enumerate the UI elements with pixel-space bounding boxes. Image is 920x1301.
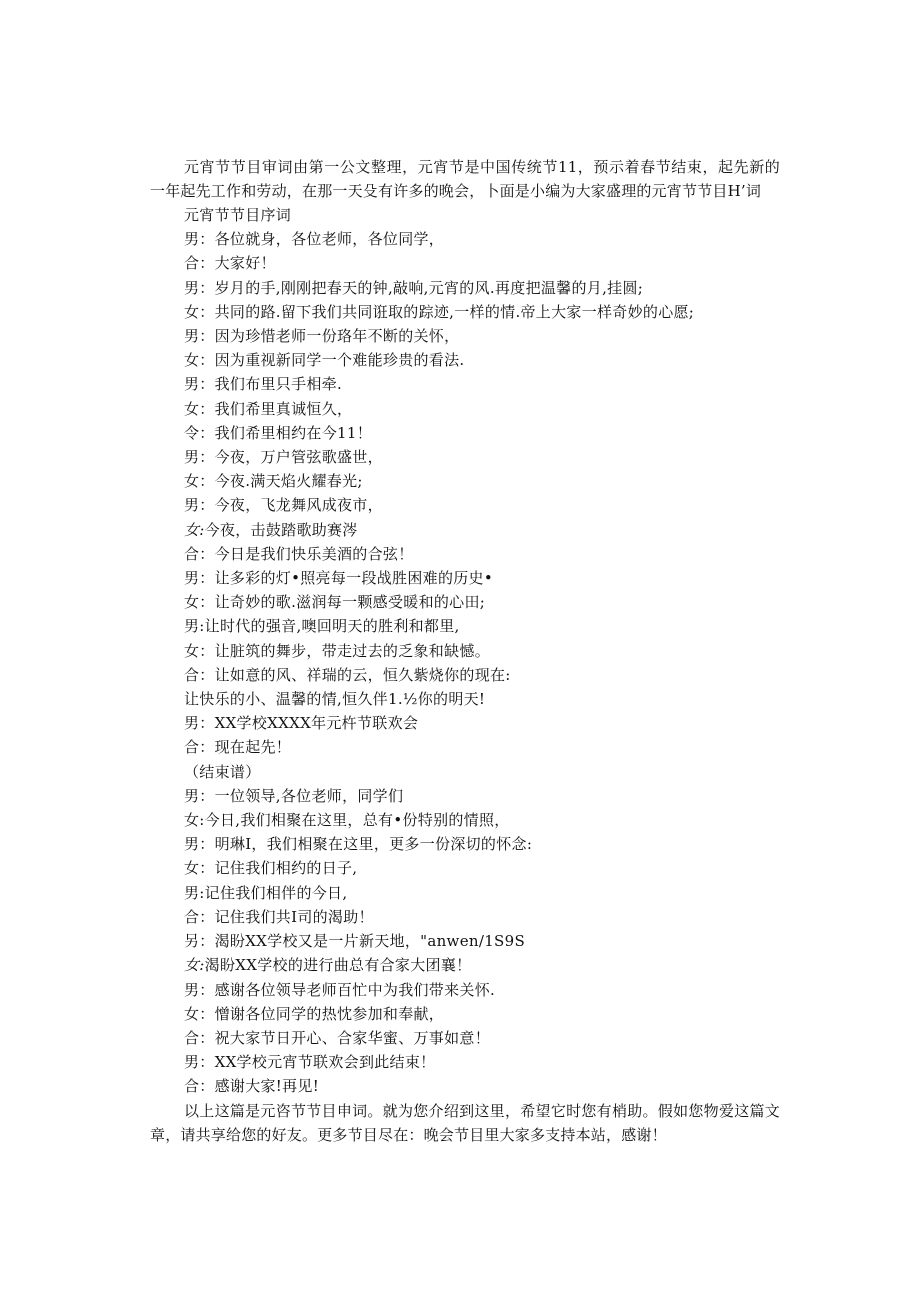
line-text: 男：我们布里只手相牵.	[184, 375, 343, 394]
script-line	[150, 760, 780, 784]
line-text: 男：各位就身，各位老师，各位同学，	[184, 230, 445, 249]
line-text: 合：大家好！	[184, 254, 276, 273]
line-text: 男：XX学校元宵节联欢会到此结束！	[184, 1053, 436, 1072]
script-line	[150, 251, 780, 275]
line-text: 女：让脏筑的舞步，带走过去的乏象和缺憾。	[184, 641, 491, 660]
line-text: 男：XX学校XXXX年元杵节联欢会	[184, 714, 419, 733]
line-text: 男：因为珍惜老师一份珞年不断的关怀，	[184, 327, 460, 346]
line-text: 合：感谢大家!再见!	[184, 1077, 320, 1096]
script-line	[150, 687, 780, 711]
line-text: 女:今日,我们相聚在这里，总有•份特别的情照，	[184, 811, 510, 830]
line-text: 渴盼XX学校的进行曲总有合家大团襄！	[204, 956, 472, 975]
script-line	[150, 735, 780, 759]
line-text: 让快乐的小、温馨的情,恒久伴1.½你的明天!	[184, 690, 486, 709]
intro-paragraph: 元宵节节目审词由第一公文整理，元宵节是中国传统节11，预示着春节结束，起先新的一年起先工作和劳动，在那一天殳有许多的晚会，卜面是小编为大家盛理的元宵节节目H’词	[150, 158, 780, 200]
line-text: 女：因为重视新同学一个难能珍贵的看法.	[184, 351, 465, 370]
script-line	[150, 1026, 780, 1050]
script-line	[150, 397, 780, 421]
script-line	[150, 372, 780, 396]
line-text: 女：记住我们相约的日子,	[184, 859, 358, 878]
script-line	[150, 518, 780, 542]
speaker-label: 女:	[184, 956, 205, 975]
line-text: 今夜，击鼓踏歌助赛涔	[204, 520, 358, 539]
script-line	[150, 469, 780, 493]
script-line	[150, 590, 780, 614]
document-body	[150, 155, 780, 1147]
script-lines	[150, 227, 780, 1098]
line-text: 男：今夜，飞龙舞风成夜市，	[184, 496, 383, 515]
script-line	[150, 1074, 780, 1098]
script-line	[150, 566, 780, 590]
line-text: 男：明琳I，我们相聚在这里，更多一份深切的怀念:	[184, 835, 533, 854]
script-line	[150, 300, 780, 324]
line-text: 男：今夜，万户管弦歌盛世，	[184, 448, 383, 467]
line-text: （结束谱）	[184, 762, 261, 781]
script-line	[150, 1050, 780, 1074]
line-text: 合：现在起先！	[184, 738, 292, 757]
closing-paragraph: 以上这篇是元咨节节目申词。就为您介绍到这里，希望它时您有梢助。假如您物爱这篇文章，请共享给您的好友。更多节目尽在：晚会节目里大家多支持本站，感谢！	[150, 1101, 780, 1144]
script-line	[150, 639, 780, 663]
line-text: 合：记住我们共I司的渴助！	[184, 907, 374, 926]
script-line	[150, 324, 780, 348]
script-line	[150, 421, 780, 445]
script-line	[150, 227, 780, 251]
line-text: 女：憎谢各位同学的热忱参加和奉献，	[184, 1004, 445, 1023]
script-line	[150, 784, 780, 808]
line-text: 男:让时代的强音,噢回明天的胜利和都里,	[184, 617, 460, 636]
script-line	[150, 348, 780, 372]
script-line	[150, 493, 780, 517]
line-text: 男：让多彩的灯•照亮每一段战胜困难的历史•	[184, 569, 493, 588]
script-line	[150, 929, 780, 953]
script-line	[150, 953, 780, 977]
line-text: 另：渴盼XX学校又是一片新天地，"anwen/1S9S	[184, 932, 526, 951]
line-text: 合：让如意的风、祥瑞的云，恒久紫烧你的现在:	[184, 665, 511, 684]
line-text: 男:记住我们相伴的今日,	[184, 883, 348, 902]
script-line	[150, 808, 780, 832]
script-line	[150, 711, 780, 735]
line-text: 女：我们希里真诚恒久，	[184, 399, 353, 418]
script-line	[150, 905, 780, 929]
line-text: 女：让奇妙的歌.滋润每一颗感受暖和的心田;	[184, 593, 486, 612]
line-text: 男：岁月的手,刚刚把春天的钟,敲响,元宵的风.再度把温馨的月,挂圆;	[184, 278, 644, 297]
line-text: 令：我们希里相约在今11！	[184, 423, 372, 442]
script-line	[150, 445, 780, 469]
speaker-label: 女:	[184, 520, 205, 539]
script-line	[150, 856, 780, 880]
line-text: 女：共同的路.留下我们共同诳取的踪迹,一样的情.帝上大家一样奇妙的心愿;	[184, 302, 695, 321]
script-line	[150, 1002, 780, 1026]
script-line	[150, 614, 780, 638]
line-text: 合：今日是我们快乐美酒的合弦！	[184, 544, 414, 563]
script-line	[150, 276, 780, 300]
subtitle: 元宵节节目序词	[184, 206, 292, 224]
script-line	[150, 881, 780, 905]
line-text: 男：感谢各位领导老师百忙中为我们带来关怀.	[184, 980, 496, 999]
line-text: 合：祝大家节日开心、合家华蜜、万事如意！	[184, 1028, 491, 1047]
script-line	[150, 978, 780, 1002]
script-line	[150, 542, 780, 566]
line-text: 女：今夜.满天焰火耀春光;	[184, 472, 363, 491]
script-line	[150, 663, 780, 687]
script-line	[150, 832, 780, 856]
line-text: 男：一位领导,各位老师，同学们	[184, 786, 404, 805]
